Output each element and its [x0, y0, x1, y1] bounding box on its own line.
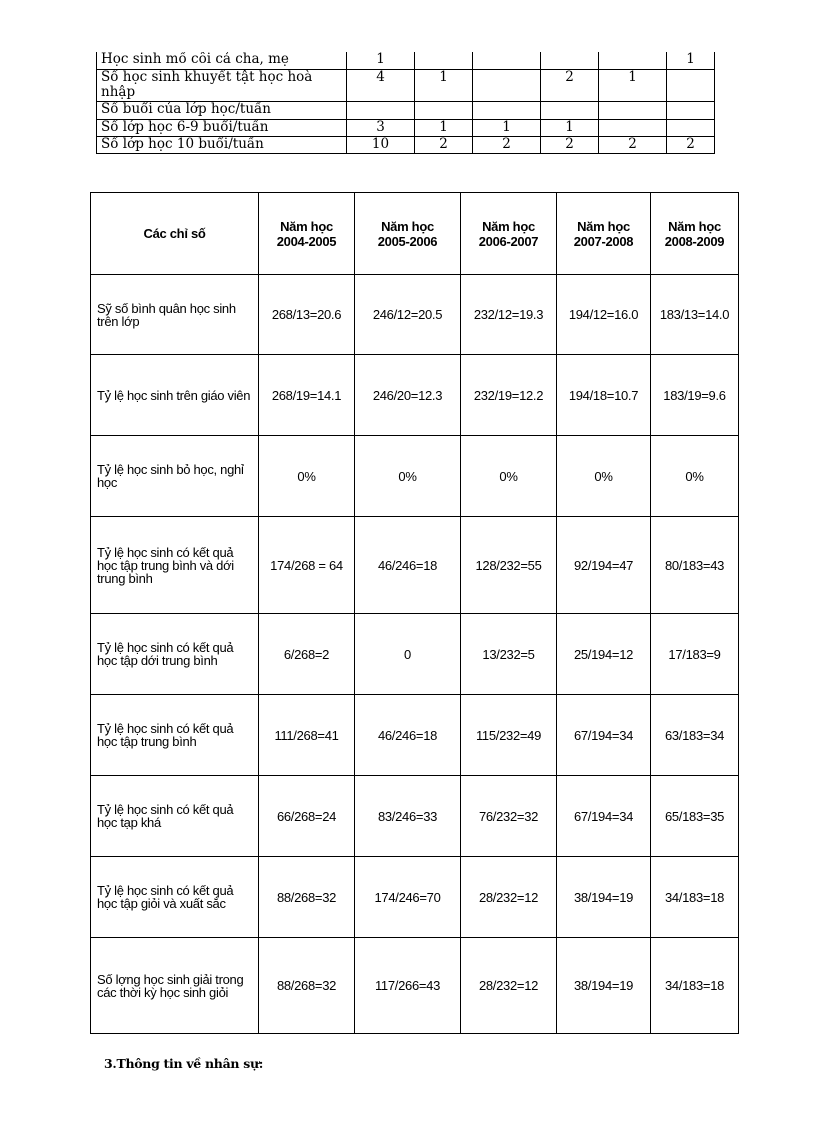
indicator-value: 46/246=18 [355, 517, 461, 614]
table-row [91, 857, 739, 938]
indicator-value: 117/266=43 [355, 938, 461, 1034]
indicator-value: 13/232=5 [461, 614, 557, 695]
year-header-line1: Năm học [280, 218, 333, 234]
indicator-value: 268/19=14.1 [259, 355, 355, 436]
table-cell: 1 [667, 52, 715, 69]
table-cell [599, 119, 667, 136]
row-label: Số lớp học 10 buổi/tuần [97, 136, 347, 153]
indicator-value: 194/12=16.0 [557, 275, 651, 355]
table-cell [541, 101, 599, 119]
table-cell [667, 101, 715, 119]
year-header-line1: Năm học [482, 218, 535, 234]
indicators-table-header [91, 193, 739, 275]
indicator-value: 194/18=10.7 [557, 355, 651, 436]
indicator-value: 232/19=12.2 [461, 355, 557, 436]
student-count-table [96, 52, 715, 154]
row-label: Số học sinh khuyết tật học hoà nhập [97, 69, 347, 101]
year-header [259, 193, 355, 275]
table-row [97, 52, 715, 69]
indicator-label: Tỷ lệ học sinh có kết quả học tạp khá [91, 776, 259, 857]
table-row [91, 614, 739, 695]
indicator-value: 0% [259, 436, 355, 517]
year-header-line1: Năm học [381, 218, 434, 234]
indicator-value: 67/194=34 [557, 695, 651, 776]
index-column-header: Các chỉ số [91, 193, 259, 275]
indicator-value: 80/183=43 [651, 517, 739, 614]
table-cell: 1 [415, 69, 473, 101]
indicator-value: 174/246=70 [355, 857, 461, 938]
year-header-line1: Năm học [668, 218, 721, 234]
indicator-value: 246/20=12.3 [355, 355, 461, 436]
row-label: Số lớp học 6-9 buổi/tuần [97, 119, 347, 136]
indicator-value: 67/194=34 [557, 776, 651, 857]
student-count-table-body [97, 52, 715, 153]
indicator-value: 28/232=12 [461, 938, 557, 1034]
table-cell: 2 [473, 136, 541, 153]
indicator-value: 83/246=33 [355, 776, 461, 857]
indicator-value: 268/13=20.6 [259, 275, 355, 355]
indicator-value: 34/183=18 [651, 938, 739, 1034]
table-row [91, 938, 739, 1034]
table-row [91, 776, 739, 857]
indicator-value: 88/268=32 [259, 857, 355, 938]
table-cell: 2 [541, 69, 599, 101]
indicator-value: 0% [461, 436, 557, 517]
table-cell: 1 [599, 69, 667, 101]
year-header-line2: 2005-2006 [377, 233, 438, 249]
table-cell: 2 [667, 136, 715, 153]
indicator-value: 0 [355, 614, 461, 695]
indicator-value: 46/246=18 [355, 695, 461, 776]
indicator-value: 38/194=19 [557, 857, 651, 938]
indicator-value: 17/183=9 [651, 614, 739, 695]
table-cell: 3 [347, 119, 415, 136]
table-cell [599, 52, 667, 69]
header-row [91, 193, 739, 275]
indicator-value: 65/183=35 [651, 776, 739, 857]
table-row [97, 101, 715, 119]
year-header [355, 193, 461, 275]
year-header-line2: 2008-2009 [664, 233, 725, 249]
row-label: Số buổi của lớp học/tuần [97, 101, 347, 119]
year-header-line2: 2006-2007 [478, 233, 539, 249]
indicator-value: 76/232=32 [461, 776, 557, 857]
indicator-value: 63/183=34 [651, 695, 739, 776]
table-cell [473, 52, 541, 69]
indicator-label: Số lợng học sinh giải trong các thời kỳ học sinh giỏi [91, 938, 259, 1034]
table-cell [599, 101, 667, 119]
indicator-value: 38/194=19 [557, 938, 651, 1034]
table-row [91, 275, 739, 355]
table-cell: 10 [347, 136, 415, 153]
indicator-label: Tỷ lệ học sinh có kết quả học tập trung bình [91, 695, 259, 776]
table-cell: 2 [415, 136, 473, 153]
indicator-value: 66/268=24 [259, 776, 355, 857]
indicator-label: Tỷ lệ học sinh có kết quả học tập giỏi và xuất sắc [91, 857, 259, 938]
year-header-line2: 2004-2005 [276, 233, 337, 249]
indicator-value: 232/12=19.3 [461, 275, 557, 355]
indicator-value: 0% [651, 436, 739, 517]
indicator-value: 92/194=47 [557, 517, 651, 614]
table-cell: 1 [541, 119, 599, 136]
table-row [91, 695, 739, 776]
table-row [97, 136, 715, 153]
indicator-value: 25/194=12 [557, 614, 651, 695]
year-header [461, 193, 557, 275]
table-row [97, 69, 715, 101]
table-cell [415, 52, 473, 69]
indicator-value: 128/232=55 [461, 517, 557, 614]
indicator-label: Tỷ lệ học sinh có kết quả học tập dới trung bình [91, 614, 259, 695]
year-header-line1: Năm học [577, 218, 630, 234]
year-header [651, 193, 739, 275]
table-cell: 2 [599, 136, 667, 153]
section-heading: 3.Thông tin về nhân sự: [104, 1056, 264, 1071]
indicator-label: Sỹ số bình quân học sinh trên lớp [91, 275, 259, 355]
table-cell: 1 [415, 119, 473, 136]
indicators-table-body [91, 275, 739, 1034]
table-row [97, 119, 715, 136]
indicator-value: 111/268=41 [259, 695, 355, 776]
table-cell: 1 [347, 52, 415, 69]
year-header [557, 193, 651, 275]
performance-indicators-table [90, 192, 739, 1034]
indicator-value: 0% [557, 436, 651, 517]
table-cell [541, 52, 599, 69]
table-cell [667, 119, 715, 136]
indicator-value: 88/268=32 [259, 938, 355, 1034]
table-row [91, 355, 739, 436]
row-label: Học sinh mồ côi cả cha, mẹ [97, 52, 347, 69]
table-cell: 1 [473, 119, 541, 136]
indicator-label: Tỷ lệ học sinh trên giáo viên [91, 355, 259, 436]
indicator-value: 246/12=20.5 [355, 275, 461, 355]
table-cell [415, 101, 473, 119]
indicator-value: 174/268 = 64 [259, 517, 355, 614]
indicator-value: 183/19=9.6 [651, 355, 739, 436]
table-row [91, 436, 739, 517]
indicator-value: 183/13=14.0 [651, 275, 739, 355]
indicator-label: Tỷ lệ học sinh bỏ học, nghỉ học [91, 436, 259, 517]
indicator-value: 28/232=12 [461, 857, 557, 938]
indicator-value: 6/268=2 [259, 614, 355, 695]
indicator-value: 0% [355, 436, 461, 517]
table-row [91, 517, 739, 614]
indicator-label: Tỷ lệ học sinh có kết quả học tập trung bình và dới trung bình [91, 517, 259, 614]
table-cell [473, 101, 541, 119]
table-cell [347, 101, 415, 119]
indicator-value: 34/183=18 [651, 857, 739, 938]
table-cell: 2 [541, 136, 599, 153]
table-cell: 4 [347, 69, 415, 101]
year-header-line2: 2007-2008 [573, 233, 634, 249]
table-cell [667, 69, 715, 101]
indicator-value: 115/232=49 [461, 695, 557, 776]
table-cell [473, 69, 541, 101]
